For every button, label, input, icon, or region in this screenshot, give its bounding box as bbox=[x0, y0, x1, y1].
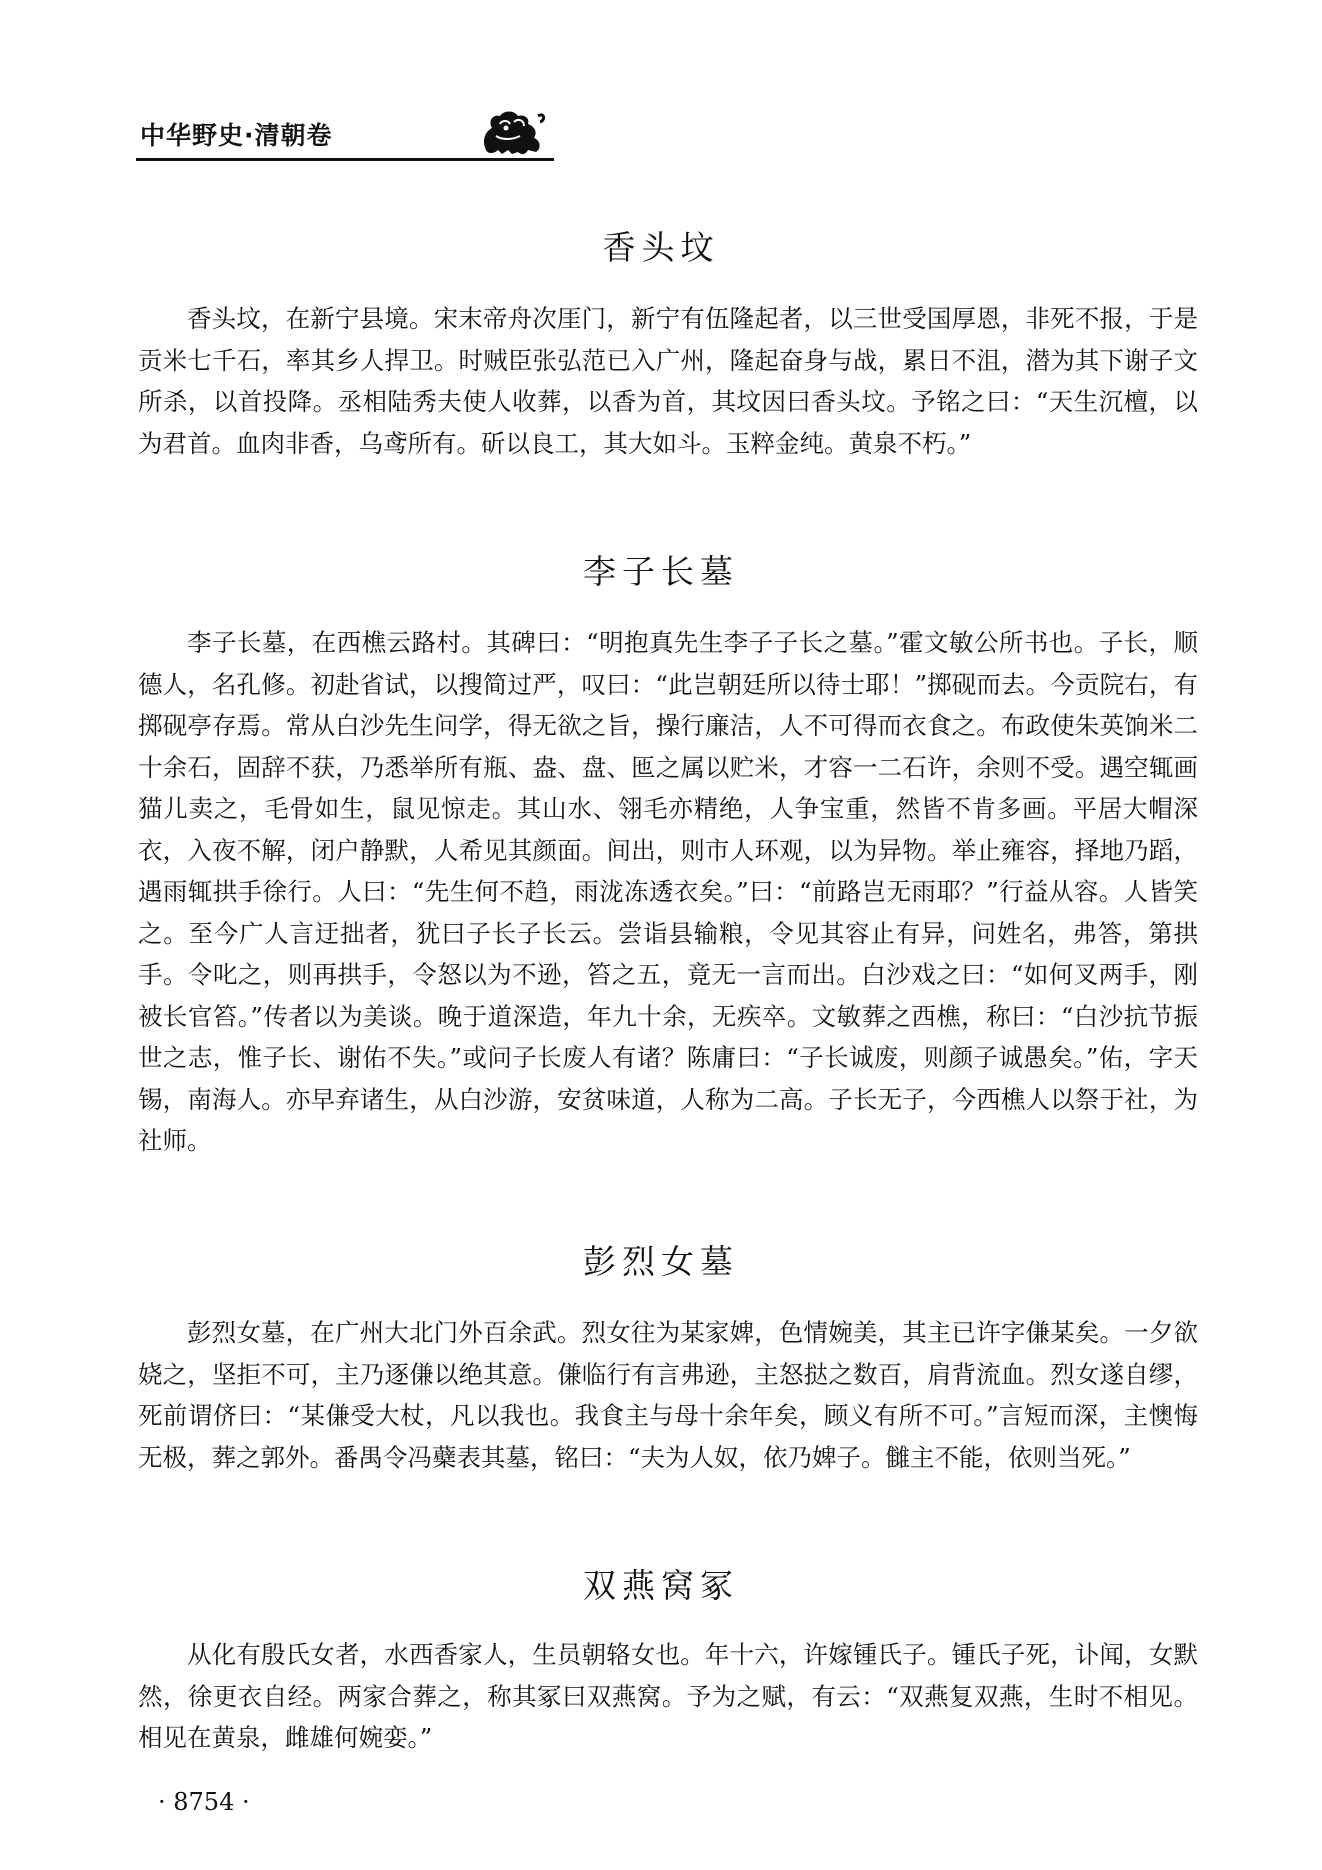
header-rule bbox=[136, 158, 554, 161]
lion-emblem-icon bbox=[478, 106, 548, 158]
section-body-shuangyanwozhong: 从化有殷氏女者，水西香家人，生员朝辂女也。年十六，许嫁锺氏子。锺氏子死，讣闻，女默然，徐更衣自经。两家合葬之，称其冢曰双燕窝。予为之赋，有云：“双燕复双燕，生时不相见。相见在黄泉，雌雄何婉娈。” bbox=[138, 1640, 1198, 1752]
section-title-xiangtoufen: 香头坟 bbox=[602, 228, 720, 267]
section-body-penglienvmu: 彭烈女墓，在广州大北门外百余武。烈女往为某家婢，色情婉美，其主已许字傔某矣。一夕欲娆之，坚拒不可，主乃逐傔以绝其意。傔临行有言弗逊，主怒挞之数百，肩背流血。烈女遂自缪，死前谓侪曰：“某傔受大杖，凡以我也。我食主与母十余年矣，顾义有所不可。”言短而深，主懊悔无极，葬之郭外。番禺令冯蘗表其墓，铭曰：“夫为人奴，依乃婢子。雠主不能，依则当死。” bbox=[138, 1318, 1198, 1472]
section-title-penglienvmu: 彭烈女墓 bbox=[583, 1242, 739, 1281]
page-number: · 8754 · bbox=[158, 1788, 250, 1816]
section-title-shuangyanwozhong: 双燕窝冢 bbox=[583, 1566, 739, 1605]
section-body-liziChangmu: 李子长墓，在西樵云路村。其碑曰：“明抱真先生李子子长之墓。”霍文敏公所书也。子长，顺德人，名孔修。初赴省试，以搜简过严，叹曰：“此岂朝廷所以待士耶！”掷砚而去。今贡院右，有掷砚亭存焉。常从白沙先生问学，得无欲之旨，操行廉洁，人不可得而衣食之。布政使朱英饷米二十余石，固辞不获，乃悉举所有瓶、盎、盘、匜之属以贮米，才容一二石许，余则不受。遇空辄画猫儿卖之，毛骨如生，鼠见惊走。其山水、翎毛亦精绝，人争宝重，然皆不肯多画。平居大帽深衣，入夜不解，闭户静默，人希见其颜面。间出，则市人环观，以为异物。举止雍容，择地乃蹈，遇雨辄拱手徐行。人曰：“先生何不趋，雨泷冻透衣矣。”曰：“前路岂无雨耶？”行益从容。人皆笑之。至今广人言迂拙者，犹曰子长子长云。尝诣县输粮，令见其容止有异，问姓名，弗答，第拱手。令叱之，则再拱手，令怒以为不逊，笞之五，竟无一言而出。白沙戏之曰：“如何叉两手，刚被长官笞。”传者以为美谈。晚于道深造，年九十余，无疾卒。文敏葬之西樵，称曰：“白沙抗节振世之志，惟子长、谢佑不失。”或问子长废人有诸？陈庸曰：“子长诚废，则颜子诚愚矣。”佑，字天锡，南海人。亦早弃诸生，从白沙游，安贫味道，人称为二高。子长无子，今西樵人以祭于社，为社师。 bbox=[138, 628, 1198, 1155]
running-title: 中华野史·清朝卷 bbox=[140, 121, 333, 150]
section-body-xiangtoufen: 香头坟，在新宁县境。宋末帝舟次厓门，新宁有伍隆起者，以三世受国厚恩，非死不报，于是贡米七千石，率其乡人捍卫。时贼臣张弘范已入广州，隆起奋身与战，累日不沮，潜为其下谢子文所杀，以首投降。丞相陆秀夫使人收葬，以香为首，其坟因曰香头坟。予铭之曰：“天生沉檀，以为君首。血肉非香，乌鸢所有。斫以良工，其大如斗。玉粹金纯。黄泉不朽。” bbox=[138, 304, 1198, 458]
running-header bbox=[136, 106, 556, 166]
section-title-liziChangmu: 李子长墓 bbox=[583, 552, 739, 591]
